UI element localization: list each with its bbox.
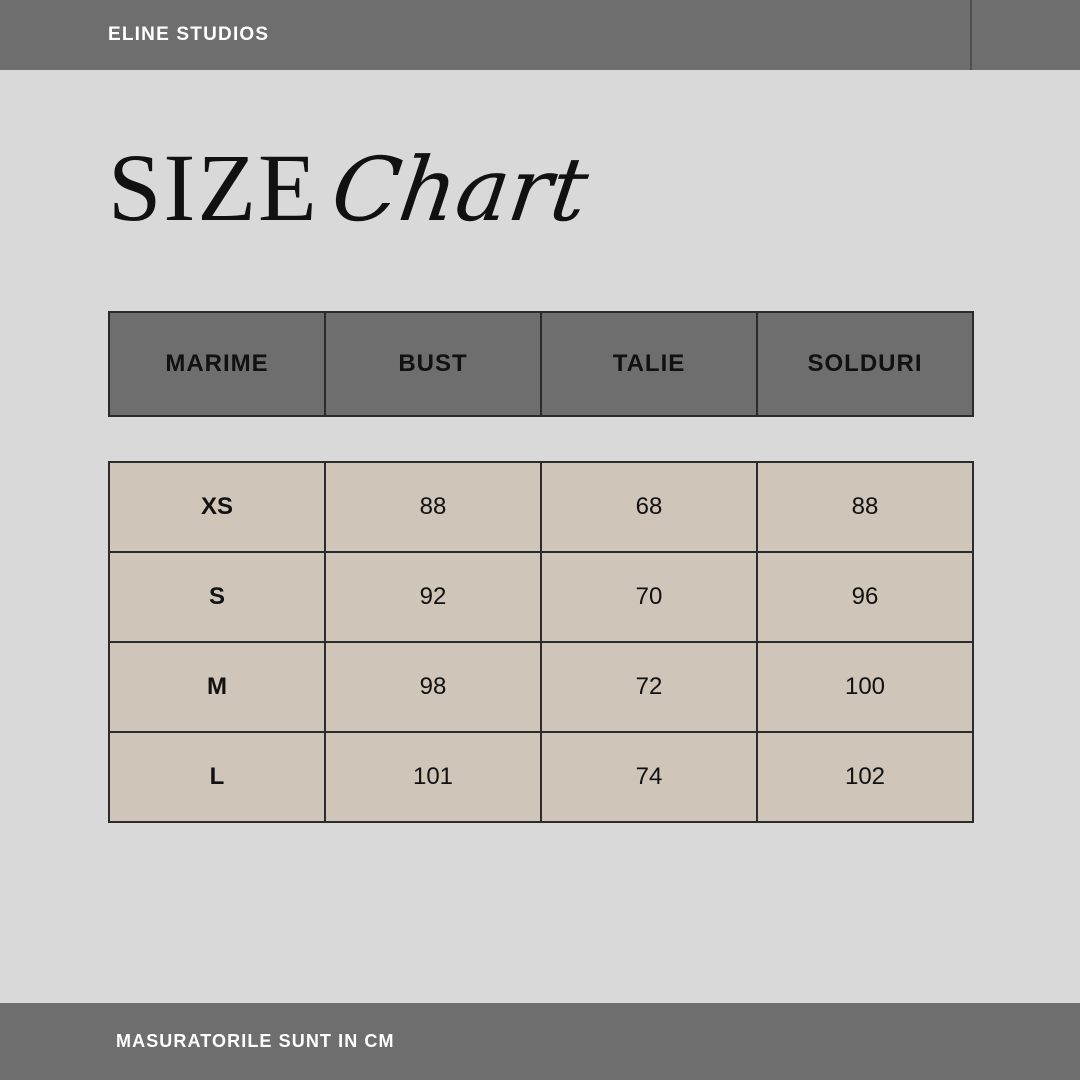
cell-solduri: 96 bbox=[757, 552, 973, 642]
bottom-bar bbox=[0, 1003, 1080, 1080]
column-header-solduri: SOLDURI bbox=[757, 312, 973, 416]
top-bar-inner bbox=[0, 0, 970, 70]
cell-solduri: 102 bbox=[757, 732, 973, 822]
cell-size: L bbox=[109, 732, 325, 822]
brand-name: ELINE STUDIOS bbox=[108, 24, 270, 45]
cell-size: XS bbox=[109, 462, 325, 552]
cell-solduri: 100 bbox=[757, 642, 973, 732]
cell-solduri: 88 bbox=[757, 462, 973, 552]
table-header-row bbox=[109, 312, 973, 416]
cell-bust: 98 bbox=[325, 642, 541, 732]
table-row bbox=[109, 552, 973, 642]
top-bar-right-block bbox=[970, 0, 1080, 70]
measurement-note: MASURATORILE SUNT IN CM bbox=[116, 1031, 395, 1051]
cell-size: M bbox=[109, 642, 325, 732]
column-header-marime: MARIME bbox=[109, 312, 325, 416]
column-header-talie: TALIE bbox=[541, 312, 757, 416]
size-table-body bbox=[108, 461, 974, 823]
cell-talie: 72 bbox=[541, 642, 757, 732]
cell-bust: 92 bbox=[325, 552, 541, 642]
table-row bbox=[109, 462, 973, 552]
cell-talie: 70 bbox=[541, 552, 757, 642]
cell-talie: 68 bbox=[541, 462, 757, 552]
top-bar bbox=[0, 0, 1080, 70]
page-title-script: Chart bbox=[325, 138, 594, 241]
size-table-header bbox=[108, 311, 974, 417]
page-title bbox=[108, 134, 594, 241]
column-header-bust: BUST bbox=[325, 312, 541, 416]
table-row bbox=[109, 642, 973, 732]
cell-bust: 88 bbox=[325, 462, 541, 552]
cell-bust: 101 bbox=[325, 732, 541, 822]
cell-talie: 74 bbox=[541, 732, 757, 822]
page-title-main: SIZE bbox=[108, 134, 319, 241]
table-row bbox=[109, 732, 973, 822]
cell-size: S bbox=[109, 552, 325, 642]
